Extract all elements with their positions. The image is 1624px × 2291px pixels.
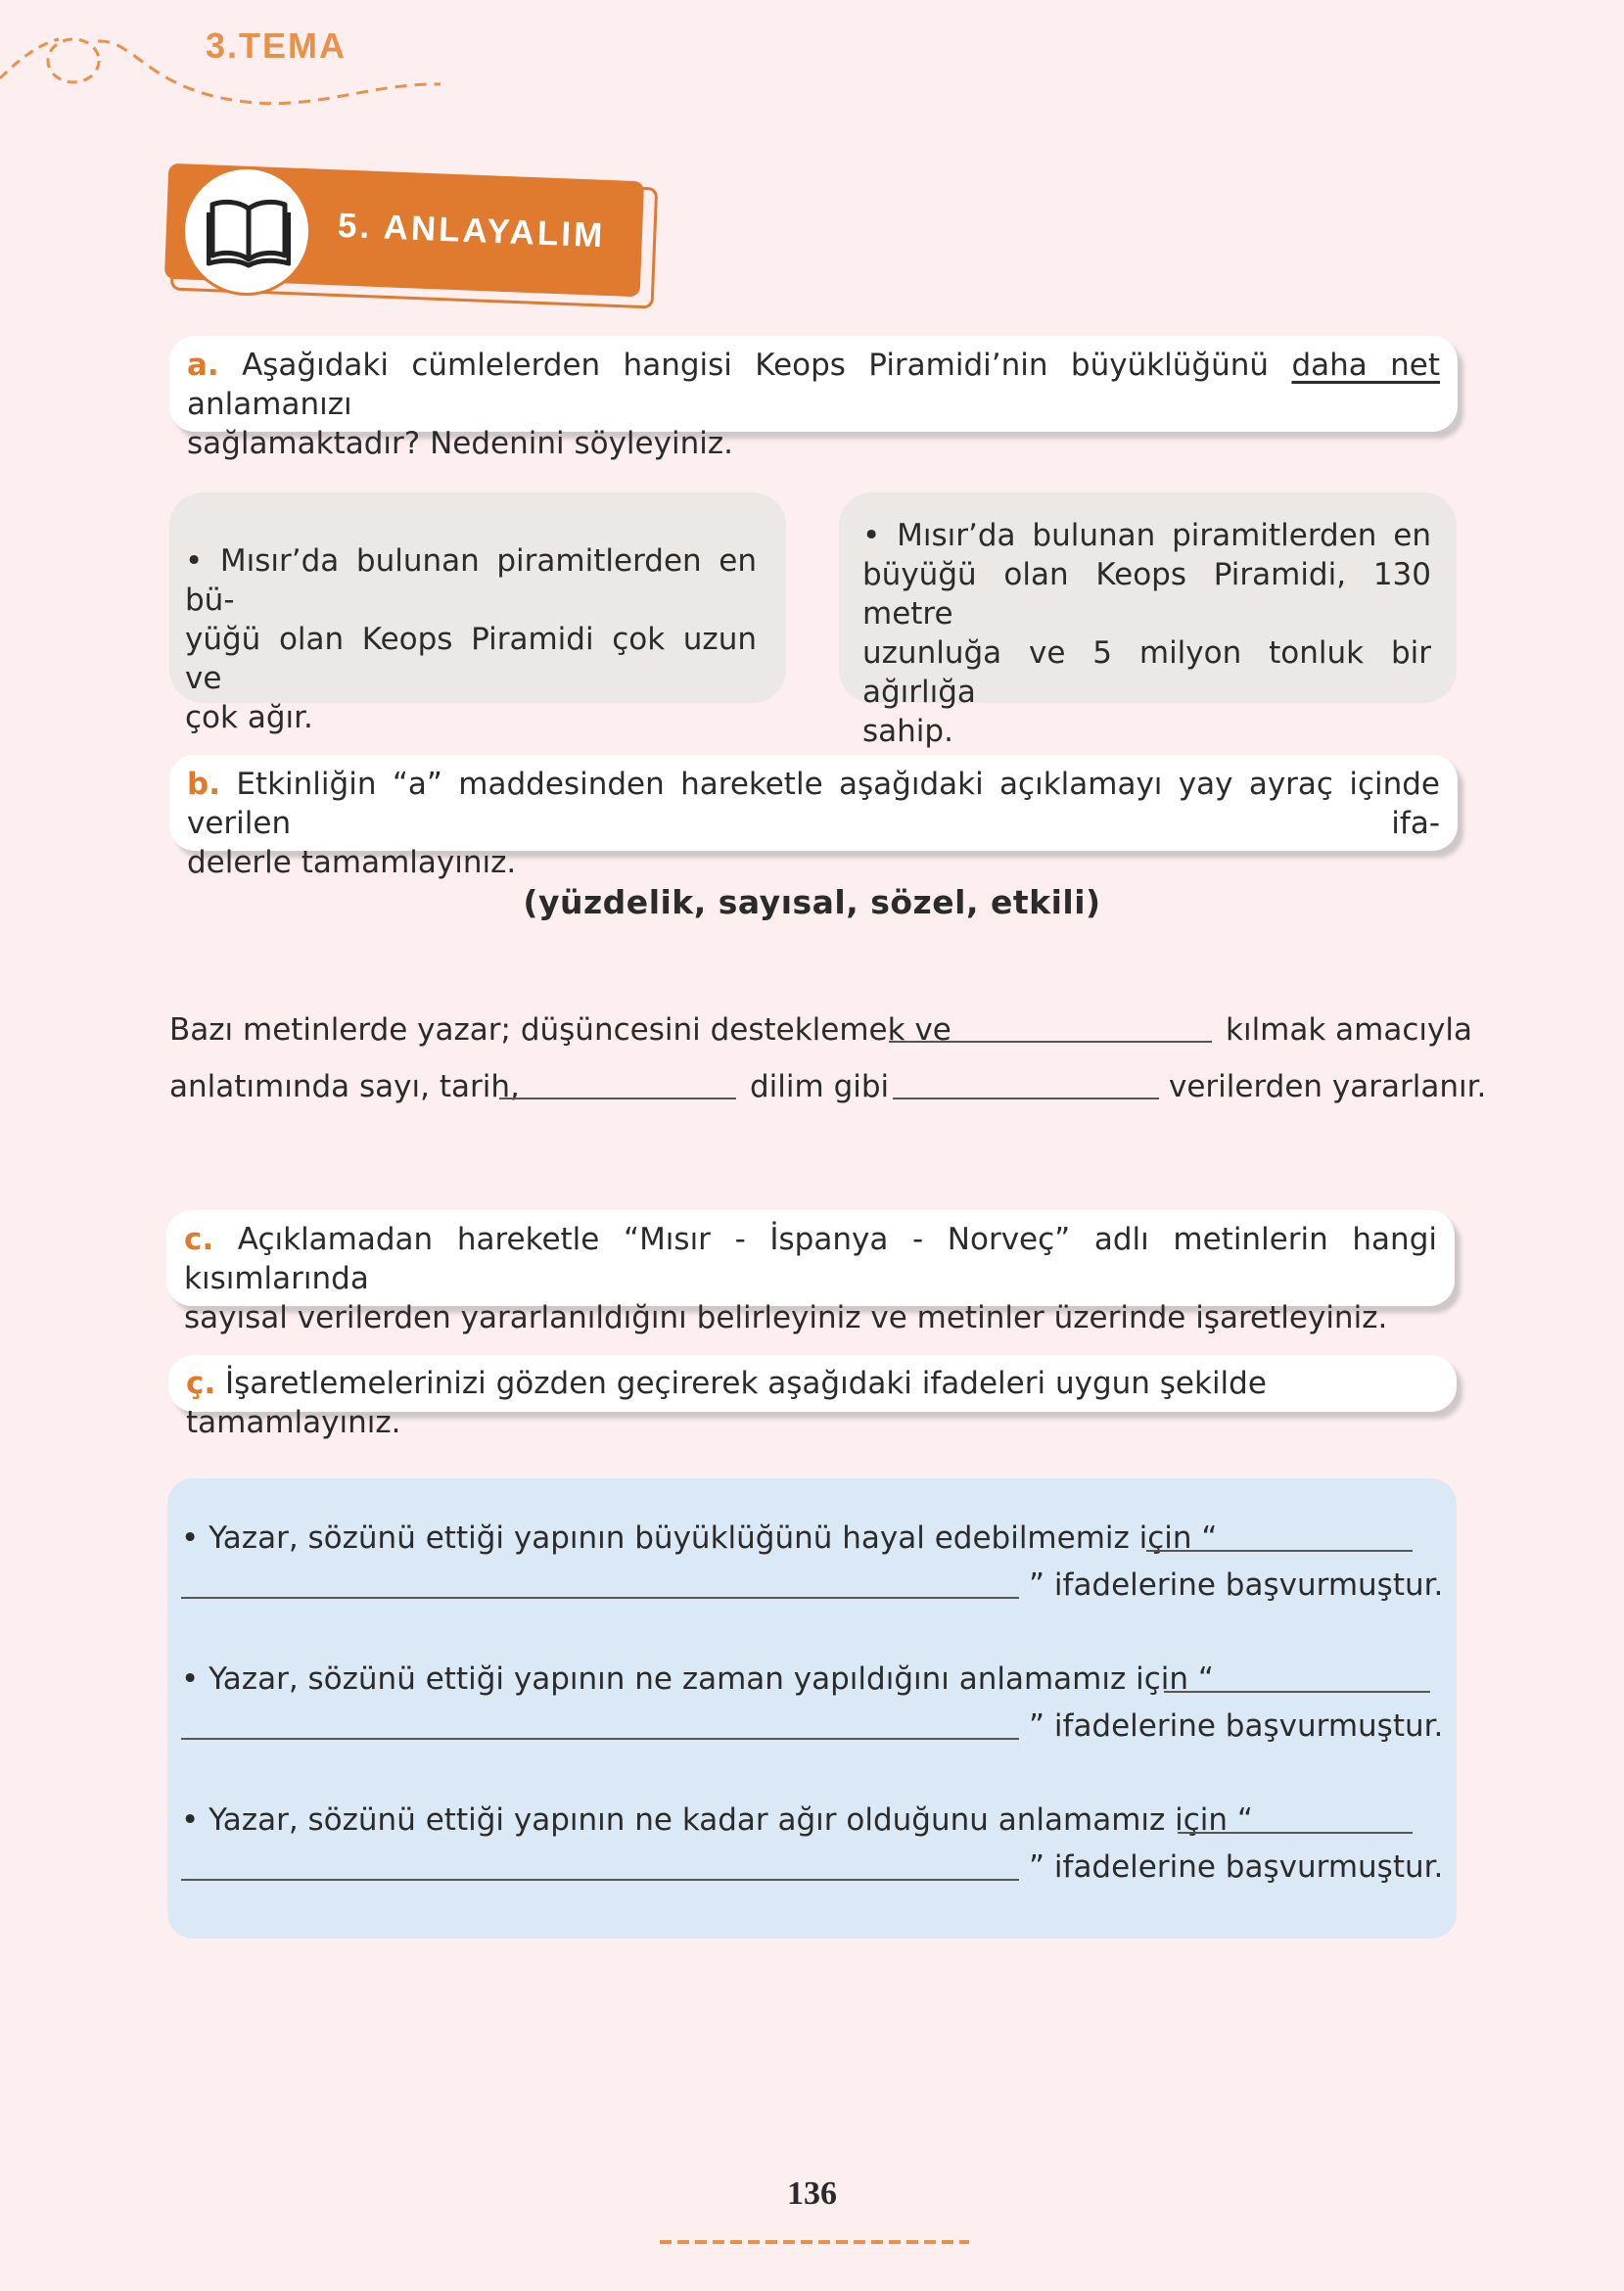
option-left-line: çok ağır.: [185, 700, 313, 735]
instruction-b: [169, 755, 1458, 880]
blank-line[interactable]: [1146, 1550, 1413, 1552]
option-right-line: • Mısır’da bulunan piramitlerden en: [862, 518, 1431, 553]
instruction-b-text: Etkinliğin “a” maddesinden hareketle aşağıdaki açıklamayı yay ayraç içinde verilen ifa-: [187, 767, 1441, 841]
fill-text: anlatımında sayı, tarih,: [169, 1069, 520, 1104]
item-letter-c: c.: [184, 1222, 214, 1257]
option-left-line: yüğü olan Keops Piramidi çok uzun ve: [185, 622, 757, 696]
instruction-cc: [168, 1355, 1457, 1440]
blank-line[interactable]: [1164, 1691, 1430, 1693]
blank-line[interactable]: [893, 1098, 1159, 1099]
option-right-line: uzunluğa ve 5 milyon tonluk bir ağırlığa: [862, 635, 1431, 710]
instruction-a-text-end: anlamanızı: [187, 387, 352, 422]
fill-text: dilim gibi: [750, 1069, 890, 1104]
option-right-line: sahip.: [862, 714, 953, 749]
bullet-end-text: ” ifadelerine başvurmuştur.: [1029, 1849, 1444, 1885]
bullet-text: • Yazar, sözünü ettiği yapının ne zaman yapıldığını anlamamız için “: [181, 1661, 1214, 1697]
blank-line[interactable]: [181, 1879, 1019, 1881]
blank-line[interactable]: [499, 1098, 736, 1099]
instruction-c-text: Açıklamadan hareketle “Mısır - İspanya - Norveç” adlı metinlerin hangi kısımlarında: [184, 1222, 1437, 1296]
fill-text: kılmak amacıyla: [1226, 1012, 1472, 1048]
blank-line[interactable]: [1178, 1832, 1413, 1834]
instruction-a: [169, 336, 1458, 461]
underlined-phrase: daha net: [1291, 348, 1441, 383]
bullet-text: • Yazar, sözünü ettiği yapının ne kadar ağır olduğunu anlamamız için “: [181, 1802, 1253, 1838]
instruction-c: [166, 1210, 1455, 1335]
open-book-icon: [207, 195, 291, 269]
blank-line[interactable]: [889, 1041, 1212, 1043]
item-letter-a: a.: [187, 348, 219, 383]
page-number: 136: [787, 2175, 837, 2212]
option-box-right: [839, 492, 1457, 749]
instruction-cc-text: İşaretlemelerinizi gözden geçirerek aşağıdaki ifadeleri uygun şekilde tamamlayınız.: [186, 1366, 1267, 1440]
instruction-a-line2: sağlamaktadır? Nedenini söyleyiniz.: [187, 426, 733, 461]
item-letter-b: b.: [187, 767, 220, 802]
option-box-left: [169, 492, 786, 735]
bullet-end-text: ” ifadelerine başvurmuştur.: [1029, 1708, 1444, 1744]
bullet-end-text: ” ifadelerine başvurmuştur.: [1029, 1567, 1444, 1603]
instruction-a-text: Aşağıdaki cümlelerden hangisi Keops Piramidi’nin büyüklüğünü: [242, 348, 1270, 383]
blank-line[interactable]: [181, 1738, 1019, 1740]
bullet-text: • Yazar, sözünü ettiği yapının büyüklüğünü hayal edebilmemiz için “: [181, 1520, 1218, 1556]
theme-label: 3.TEMA: [206, 25, 348, 66]
section-title: 5. ANLAYALIM: [337, 206, 606, 256]
word-options: (yüzdelik, sayısal, sözel, etkili): [523, 883, 1101, 921]
answer-box: [167, 1478, 1457, 1939]
option-right-line: büyüğü olan Keops Piramidi, 130 metre: [862, 557, 1431, 631]
fill-text: Bazı metinlerde yazar; düşüncesini desteklemek ve: [169, 1012, 951, 1048]
section-banner: [166, 166, 656, 304]
instruction-b-line2: delerle tamamlayınız.: [187, 845, 517, 880]
option-left-line: • Mısır’da bulunan piramitlerden en bü-: [185, 543, 757, 618]
fill-text: verilerden yararlanır.: [1169, 1069, 1487, 1104]
book-badge: [182, 166, 311, 296]
item-letter-cc: ç.: [186, 1366, 216, 1401]
instruction-c-line2: sayısal verilerden yararlanıldığını belirleyiniz ve metinler üzerinde işaretleyiniz.: [184, 1300, 1388, 1335]
blank-line[interactable]: [181, 1597, 1019, 1599]
page-number-decoration: [658, 2234, 971, 2250]
